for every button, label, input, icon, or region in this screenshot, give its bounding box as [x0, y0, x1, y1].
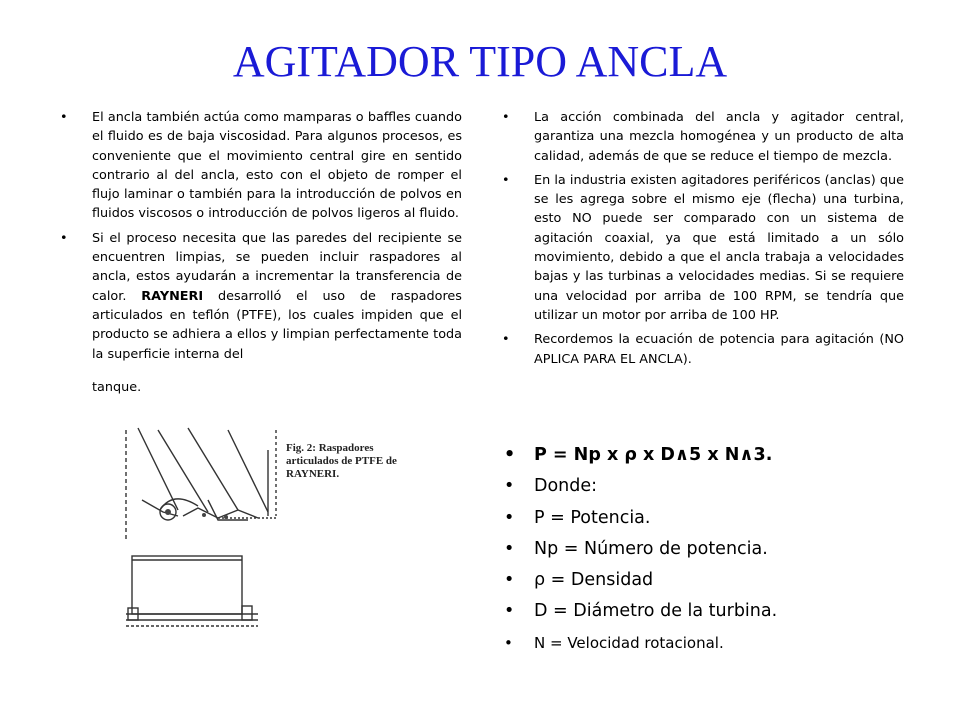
def-diametro: • D = Diámetro de la turbina. — [534, 599, 914, 623]
left-bullet-2-text: Si el proceso necesita que las paredes del recipiente se encuentren limpias, se pueden incluir raspadores al ancla, estos ayudarán a incrementar la transferencia de calor. — [92, 230, 462, 304]
def-velocidad: • N = Velocidad rotacional. — [534, 631, 914, 655]
left-bullet-2-end: tanque. — [92, 379, 142, 395]
def-potencia: • P = Potencia. — [534, 506, 914, 530]
def-densidad: • ρ = Densidad — [534, 568, 914, 592]
rayneri-bold: RAYNERI — [141, 288, 204, 304]
left-bullet-list — [92, 108, 462, 402]
right-bullet-list — [534, 108, 904, 374]
left-bullet-1: • El ancla también actúa como mamparas o baffles cuando el fluido es de baja viscosidad. Para algunos procesos, es conveniente que el movimiento central gire en sentido contrario al del ancla, esto con el objeto de romper el flujo laminar o también para la introducción de polvos en fluidos viscosos o introducción de polvos ligeros al fluido. — [92, 108, 462, 224]
power-equation: • P = Np x ρ x D∧5 x N∧3. — [534, 443, 914, 467]
right-bullet-1: • La acción combinada del ancla y agitador central, garantiza una mezcla homogénea y un producto de alta calidad, además de que se reduce el tiempo de mezcla. — [534, 108, 904, 166]
left-bullet-2 — [92, 229, 462, 397]
slide-title: AGITADOR TIPO ANCLA — [232, 37, 728, 86]
right-bullet-2: • En la industria existen agitadores periféricos (anclas) que se les agrega sobre el mismo eje (flecha) una turbina, esto NO puede ser comparado con un sistema de agitación coaxial, ya que está limitado a un sólo movimiento, debido a que el ancla trabaja a velocidades bajas y las turbinas a velocidades medias. Si se requiere una velocidad por arriba de 100 RPM, se tendría que utilizar un motor por arriba de 100 HP. — [534, 171, 904, 325]
left-bullet-2-text-cont: desarrolló el uso de raspadores articulados en teflón (PTFE), los cuales impiden que el producto se adhiera a ellos y limpian perfectamente toda la superficie interna del — [92, 288, 462, 362]
formula-list — [534, 443, 914, 662]
figure-caption: Fig. 2: Raspadores articulados de PTFE de RAYNERI. — [286, 442, 397, 480]
def-numero-potencia: • Np = Número de potencia. — [534, 537, 914, 561]
right-bullet-3: • Recordemos la ecuación de potencia para agitación (NO APLICA PARA EL ANCLA). — [534, 330, 904, 369]
where-label: • Donde: — [534, 474, 914, 498]
